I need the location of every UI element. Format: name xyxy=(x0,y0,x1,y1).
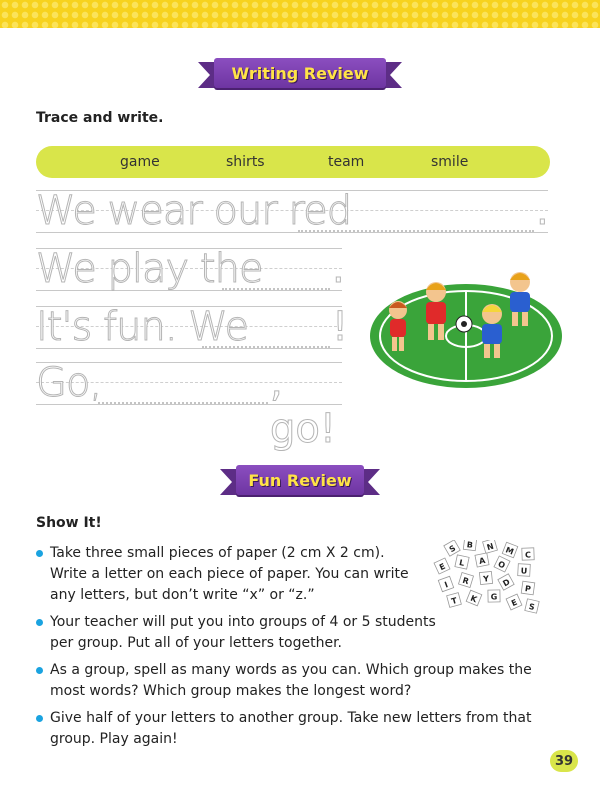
svg-text:S: S xyxy=(527,601,536,613)
trace-line-3[interactable] xyxy=(36,304,349,350)
svg-text:E: E xyxy=(438,561,447,573)
svg-text:T: T xyxy=(450,595,459,607)
list-item xyxy=(36,660,550,702)
page-number: 39 xyxy=(550,750,578,772)
bullet-text: Take three small pieces of paper (2 cm X 2 cm). Write a letter on each piece of paper. You can write any letters, but don’t write “x” or “z.” xyxy=(50,545,409,603)
write-blank[interactable] xyxy=(98,402,268,404)
word-bank-item: team xyxy=(328,154,365,170)
bullet-text: Give half of your letters to another group. Take new letters from that group. Play again! xyxy=(50,710,532,747)
svg-text:R: R xyxy=(461,575,470,587)
writing-review-banner xyxy=(198,58,402,90)
list-item xyxy=(36,612,450,654)
svg-text:K: K xyxy=(469,593,479,605)
ribbon-band xyxy=(236,465,364,495)
list-item xyxy=(36,708,550,750)
trace-end: . xyxy=(536,188,549,234)
word-bank-item: smile xyxy=(431,154,469,170)
trace-line-1[interactable] xyxy=(36,188,548,234)
svg-text:S: S xyxy=(447,543,458,555)
instructions-list xyxy=(36,543,566,756)
write-blank[interactable] xyxy=(222,288,330,290)
trace-text: We play the xyxy=(36,246,263,292)
trace-end: . xyxy=(332,246,345,292)
word-bank-item: shirts xyxy=(226,154,265,170)
word-bank xyxy=(36,146,550,178)
trace-line-4[interactable] xyxy=(36,360,342,452)
svg-text:A: A xyxy=(478,555,487,566)
show-it-heading: Show It! xyxy=(36,515,102,531)
svg-text:N: N xyxy=(485,541,495,553)
instruction-text: Trace and write. xyxy=(36,110,164,126)
bullet-dot-icon xyxy=(36,550,43,557)
svg-text:L: L xyxy=(458,558,466,568)
bullet-dot-icon xyxy=(36,715,43,722)
bullet-text: Your teacher will put you into groups of 4 or 5 students per group. Put all of your letters together. xyxy=(50,614,436,651)
trace-line-2[interactable] xyxy=(36,246,345,292)
svg-text:I: I xyxy=(443,580,450,590)
trace-text: We wear our red xyxy=(36,188,352,234)
section-title: Fun Review xyxy=(248,470,352,490)
soccer-kids-illustration xyxy=(368,262,564,392)
trace-end: , go! xyxy=(270,360,336,452)
write-blank[interactable] xyxy=(202,346,330,348)
bullet-dot-icon xyxy=(36,619,43,626)
write-blank[interactable] xyxy=(298,230,534,232)
svg-text:D: D xyxy=(501,577,512,589)
word-bank-item: game xyxy=(120,154,160,170)
trace-text: Go, xyxy=(36,360,102,406)
top-border xyxy=(0,0,600,28)
svg-text:B: B xyxy=(466,540,474,550)
list-item xyxy=(36,543,410,606)
bullet-text: As a group, spell as many words as you can. Which group makes the most words? Which group makes the longest word? xyxy=(50,662,532,699)
svg-text:U: U xyxy=(520,566,528,576)
section-title: Writing Review xyxy=(231,63,369,83)
bullet-dot-icon xyxy=(36,667,43,674)
svg-text:P: P xyxy=(524,584,532,594)
trace-text: It's fun. We xyxy=(36,304,249,350)
svg-text:M: M xyxy=(504,545,515,557)
fun-review-banner xyxy=(220,465,380,497)
svg-text:E: E xyxy=(510,597,519,609)
svg-text:Y: Y xyxy=(482,574,490,584)
svg-text:O: O xyxy=(496,559,507,571)
ribbon-band xyxy=(214,58,386,88)
trace-end: ! xyxy=(332,304,349,350)
svg-text:G: G xyxy=(490,592,498,602)
svg-text:C: C xyxy=(524,550,532,560)
